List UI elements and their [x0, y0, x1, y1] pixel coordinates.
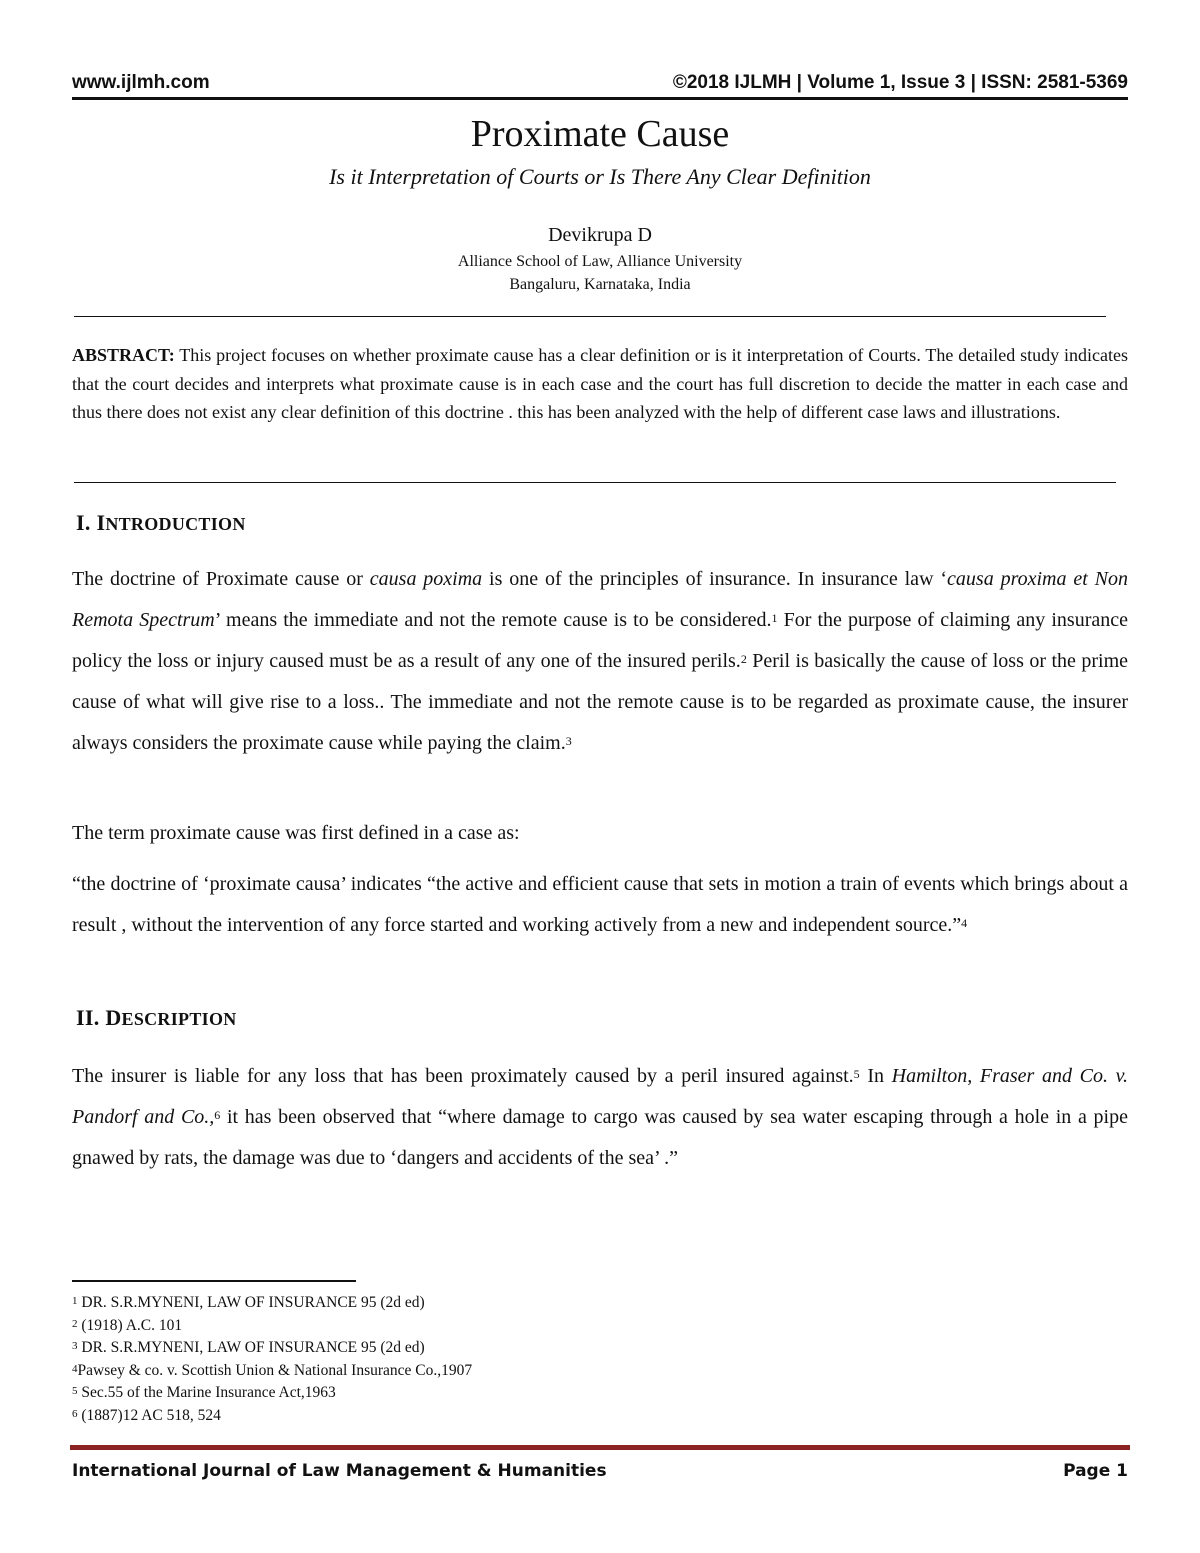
section-heading-rest: ESCRIPTION: [121, 1009, 237, 1029]
text-run: ’ means the immediate and not the remote cause is to be considered.: [214, 609, 772, 631]
abstract-label: ABSTRACT:: [72, 345, 175, 365]
page-number: Page 1: [1063, 1461, 1128, 1481]
italic-term: causa poxima: [369, 568, 483, 590]
footnote-ref[interactable]: 1: [771, 611, 778, 625]
footnote-number: 2: [72, 1317, 78, 1330]
footnote-item: [72, 1382, 472, 1405]
section-heading-introduction: [76, 510, 246, 536]
footnote-separator: [72, 1280, 356, 1282]
author-affiliation: Alliance School of Law, Alliance University: [457, 253, 743, 270]
header-rule: [72, 97, 1128, 100]
text-run: it has been observed that “where damage to cargo was caused by sea water escaping through a hole in a pipe gnawed by rats, the damage was due to ‘dangers and accidents of the sea’ .”: [72, 1106, 1128, 1169]
footnote-item: [72, 1360, 472, 1383]
page-header: [72, 72, 1128, 98]
section-heading-description: [76, 1005, 237, 1031]
author-name: Devikrupa D: [548, 224, 652, 246]
footnote-ref[interactable]: 3: [565, 734, 572, 748]
footnote-text: Sec.55 of the Marine Insurance Act,1963: [77, 1384, 336, 1401]
title-divider: [74, 316, 1106, 317]
footnote-ref[interactable]: 6: [214, 1108, 221, 1122]
intro-paragraph-1: [72, 559, 1128, 764]
footer-rule: [70, 1445, 1130, 1450]
footnote-number: 5: [72, 1385, 78, 1397]
footnote-item: [72, 1337, 472, 1360]
text-run: The doctrine of Proximate cause or: [72, 568, 370, 590]
paper-title: Proximate Cause: [470, 113, 730, 155]
site-url: www.ijlmh.com: [72, 72, 210, 93]
text-run: Peril is basically the cause of loss or the prime cause of what will give rise to a loss.. The immediate and not the remote cause is to be regarded as proximate cause, the insurer always considers the proximate cause while paying the claim.: [72, 650, 1128, 754]
footnote-text: DR. S.R.MYNENI, LAW OF INSURANCE 95 (2d ed): [77, 1294, 425, 1311]
text-run: “the doctrine of ‘proximate causa’ indicates “the active and efficient cause that sets in motion a train of events which brings about a result , without the intervention of any force started and working actively from a new and independent source.”: [72, 873, 1128, 936]
footnote-number: 6: [72, 1407, 78, 1420]
text-run: The insurer is liable for any loss that has been proximately caused by a peril insured against.: [72, 1065, 854, 1087]
section-heading-rest: NTRODUCTION: [105, 514, 246, 534]
section-heading-initial: I. I: [76, 510, 106, 535]
abstract: [72, 341, 1128, 427]
footnote-ref[interactable]: 2: [740, 652, 747, 666]
description-paragraph: [72, 1056, 1128, 1179]
footnote-text: (1887)12 AC 518, 524: [77, 1406, 221, 1424]
text-run: is one of the principles of insurance. In insurance law ‘: [482, 568, 948, 590]
journal-info: ©2018 IJLMH | Volume 1, Issue 3 | ISSN: 2581-5369: [672, 72, 1128, 93]
intro-paragraph-2: The term proximate cause was first defined in a case as:: [72, 822, 520, 844]
footnote-ref[interactable]: 5: [853, 1067, 860, 1081]
footnotes: [72, 1292, 472, 1427]
paper-subtitle: Is it Interpretation of Courts or Is There Any Clear Definition: [329, 164, 871, 189]
section-heading-initial: II. D: [76, 1005, 122, 1030]
author-location: Bangaluru, Karnataka, India: [509, 276, 691, 293]
text-run: For the purpose of claiming any insurance policy the loss or injury caused must be as a result of any one of the insured perils.: [72, 609, 1128, 672]
abstract-divider: [74, 482, 1116, 483]
footnote-text: DR. S.R.MYNENI, LAW OF INSURANCE 95 (2d ed): [77, 1339, 425, 1356]
footnote-item: [72, 1405, 472, 1428]
footnote-text: (1918) A.C. 101: [77, 1316, 183, 1334]
footer-journal-name: International Journal of Law Management & Humanities: [72, 1461, 607, 1481]
footnote-number: 4: [72, 1362, 78, 1375]
footnote-item: [72, 1315, 472, 1338]
footnote-number: 1: [72, 1295, 78, 1307]
footnote-ref[interactable]: 4: [961, 916, 968, 930]
italic-term: causa proxima et Non Remota Spectrum: [72, 568, 1129, 631]
case-name: Hamilton, Fraser and Co. v. Pandorf and Co.,: [72, 1065, 1128, 1128]
abstract-text: This project focuses on whether proximate cause has a clear definition or is it interpretation of Courts. The detailed study indicates that the court decides and interprets what proximate cause is in each case and the court has full discretion to decide the matter in each case and thus there does not exist any clear definition of this doctrine . this has been analyzed with the help of different case laws and illustrations.: [72, 345, 1128, 422]
footnote-item: [72, 1292, 472, 1315]
text-run: In: [859, 1065, 892, 1087]
footnote-number: 3: [72, 1340, 78, 1352]
intro-quote: [72, 864, 1128, 946]
footnote-text: Pawsey & co. v. Scottish Union & National Insurance Co.,1907: [77, 1361, 473, 1379]
